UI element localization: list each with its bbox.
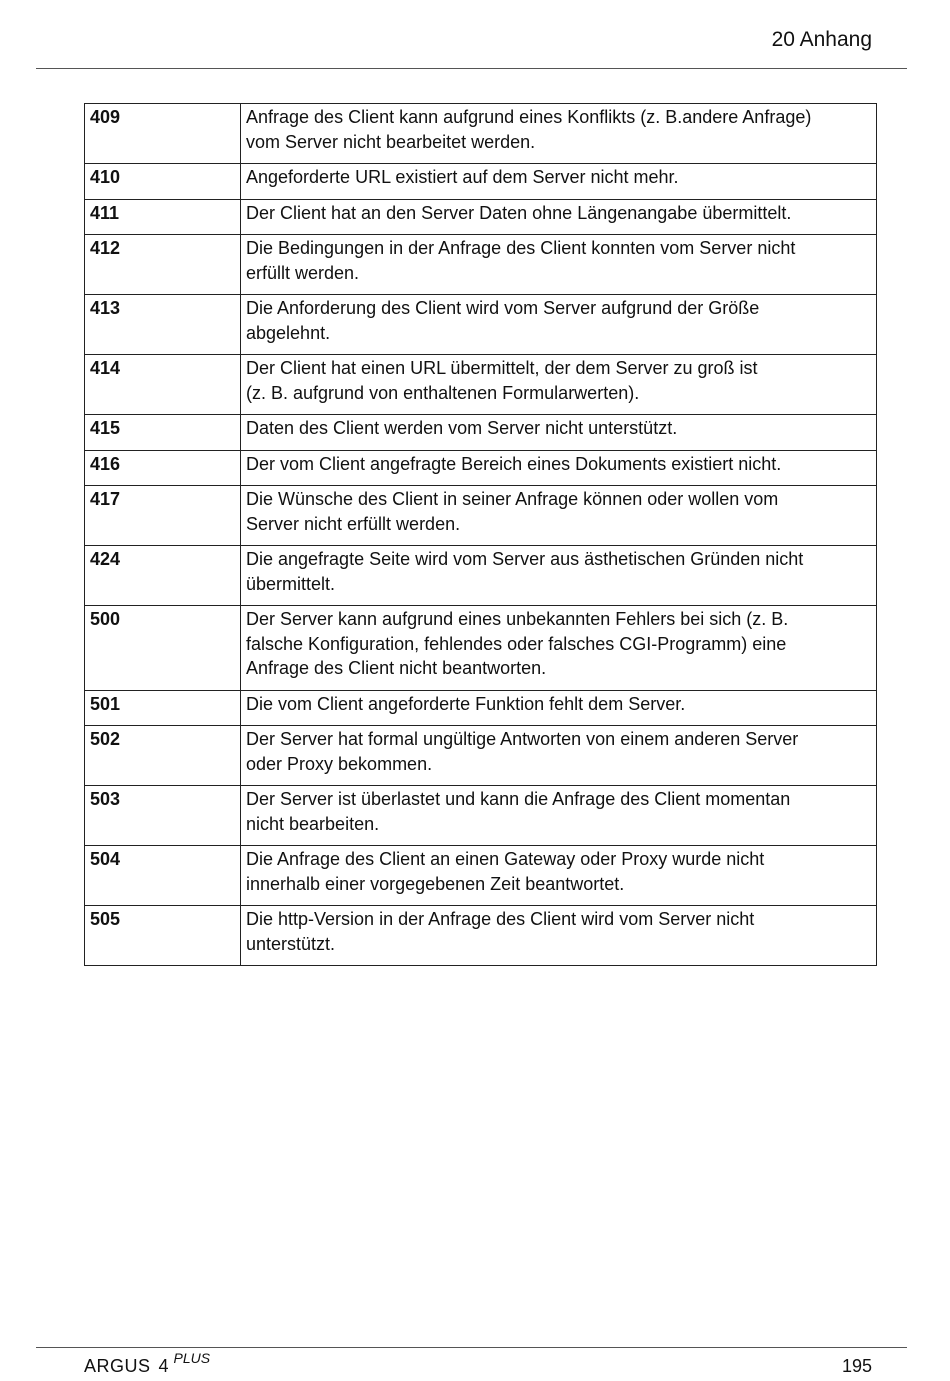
description-line: Der Server kann aufgrund eines unbekannten Fehlers bei sich (z. B. (246, 609, 789, 629)
description-line: Anfrage des Client kann aufgrund eines Konflikts (z. B.andere Anfrage) (246, 107, 812, 127)
description-line: Der Client hat einen URL übermittelt, der dem Server zu groß ist (246, 358, 758, 378)
status-description-cell (241, 199, 877, 235)
status-code-table (84, 103, 877, 966)
description-line: Die Wünsche des Client in seiner Anfrage können oder wollen vom (246, 489, 779, 509)
table-row (85, 199, 877, 235)
description-line: nicht bearbeiten. (246, 813, 380, 834)
status-description-cell (241, 726, 877, 786)
table-row (85, 355, 877, 415)
status-code-cell: 502 (85, 726, 241, 786)
status-description-cell (241, 450, 877, 486)
product-suffix: PLUS (173, 1350, 211, 1366)
table-row (85, 690, 877, 726)
description-line: Angeforderte URL existiert auf dem Server nicht mehr. (246, 167, 679, 187)
status-code-cell: 504 (85, 846, 241, 906)
status-code-cell: 415 (85, 415, 241, 451)
description-line: falsche Konfiguration, fehlendes oder falsches CGI-Programm) eine (246, 633, 787, 654)
table-row (85, 235, 877, 295)
status-description-cell (241, 906, 877, 966)
table-row (85, 104, 877, 164)
table-row (85, 846, 877, 906)
description-line: Der Server hat formal ungültige Antworten von einem anderen Server (246, 729, 799, 749)
status-code-cell: 410 (85, 164, 241, 200)
status-description-cell (241, 606, 877, 691)
status-description-cell (241, 355, 877, 415)
status-code-cell: 505 (85, 906, 241, 966)
description-line: unterstützt. (246, 933, 336, 954)
status-description-cell (241, 690, 877, 726)
status-description-cell (241, 486, 877, 546)
status-code-cell: 501 (85, 690, 241, 726)
status-code-table-body (85, 104, 877, 966)
status-description-cell (241, 786, 877, 846)
description-line: Die angefragte Seite wird vom Server aus ästhetischen Gründen nicht (246, 549, 804, 569)
description-line: abgelehnt. (246, 322, 331, 343)
status-code-cell: 412 (85, 235, 241, 295)
status-code-cell: 413 (85, 295, 241, 355)
description-line: Die Anforderung des Client wird vom Server aufgrund der Größe (246, 298, 760, 318)
status-code-cell: 424 (85, 546, 241, 606)
status-code-cell: 416 (85, 450, 241, 486)
status-code-cell: 414 (85, 355, 241, 415)
status-code-cell: 409 (85, 104, 241, 164)
table-row (85, 726, 877, 786)
header-divider (36, 68, 907, 69)
description-line: Die http-Version in der Anfrage des Client wird vom Server nicht (246, 909, 755, 929)
footer-divider (36, 1347, 907, 1348)
status-code-cell: 411 (85, 199, 241, 235)
description-line: innerhalb einer vorgegebenen Zeit beantwortet. (246, 873, 625, 894)
description-line: Der Server ist überlastet und kann die Anfrage des Client momentan (246, 789, 791, 809)
table-row (85, 415, 877, 451)
description-line: Server nicht erfüllt werden. (246, 513, 461, 534)
status-code-cell: 503 (85, 786, 241, 846)
status-description-cell (241, 235, 877, 295)
table-row (85, 786, 877, 846)
status-description-cell (241, 104, 877, 164)
description-line: Der Client hat an den Server Daten ohne Längenangabe übermittelt. (246, 202, 792, 223)
status-code-cell: 500 (85, 606, 241, 691)
table-row (85, 486, 877, 546)
description-line: Der vom Client angefragte Bereich eines Dokuments existiert nicht. (246, 453, 782, 474)
status-code-cell: 417 (85, 486, 241, 546)
table-row (85, 450, 877, 486)
table-row (85, 606, 877, 691)
description-line: oder Proxy bekommen. (246, 753, 433, 774)
chapter-title: 20 Anhang (771, 28, 872, 51)
description-line: Die vom Client angeforderte Funktion fehlt dem Server. (246, 693, 686, 714)
table-row (85, 906, 877, 966)
description-line: Die Anfrage des Client an einen Gateway oder Proxy wurde nicht (246, 849, 765, 869)
description-line: vom Server nicht bearbeitet werden. (246, 131, 536, 152)
product-name: ARGUS (84, 1356, 151, 1376)
status-description-cell (241, 164, 877, 200)
table-row (85, 546, 877, 606)
description-line: Anfrage des Client nicht beantworten. (246, 658, 547, 678)
footer-product-name (84, 1350, 211, 1377)
product-number: 4 (158, 1356, 169, 1376)
status-description-cell (241, 846, 877, 906)
description-line: Daten des Client werden vom Server nicht unterstützt. (246, 418, 678, 438)
description-line: (z. B. aufgrund von enthaltenen Formularwerten). (246, 382, 640, 403)
description-line: Die Bedingungen in der Anfrage des Client konnten vom Server nicht (246, 238, 796, 258)
status-description-cell (241, 295, 877, 355)
table-row (85, 295, 877, 355)
table-row (85, 164, 877, 200)
description-line: erfüllt werden. (246, 262, 360, 283)
description-line: übermittelt. (246, 573, 336, 594)
page-number: 195 (841, 1356, 872, 1376)
status-description-cell (241, 415, 877, 451)
status-description-cell (241, 546, 877, 606)
